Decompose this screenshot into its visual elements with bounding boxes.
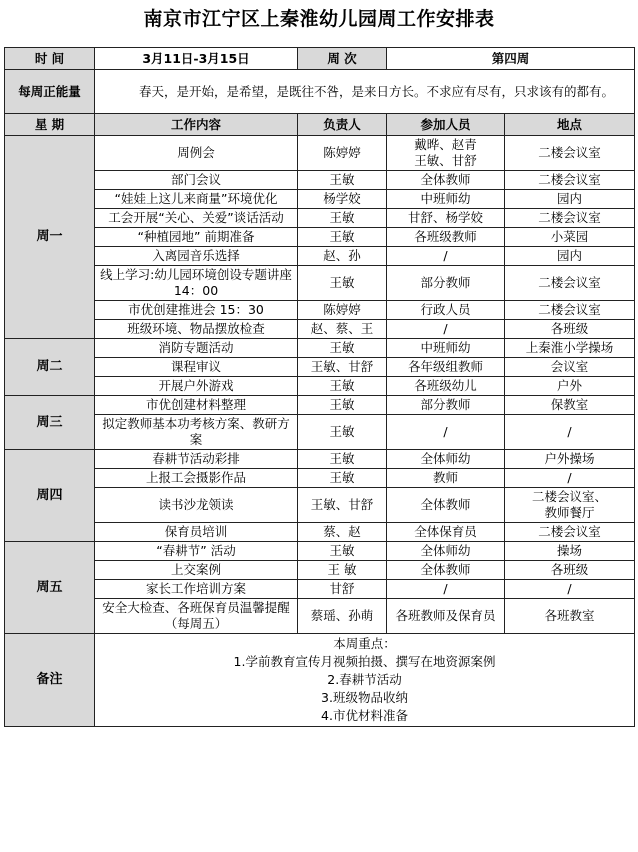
cell-participants: 各班级教师 [387,228,505,247]
table-row [5,599,635,634]
cell-participants: 全体教师 [387,561,505,580]
cell-owner: 王敏 [298,377,387,396]
table-row [5,247,635,266]
table-row [5,320,635,339]
cell-participants: 全体保育员 [387,523,505,542]
col-owner: 负责人 [298,114,387,136]
cell-participants: 甘舒、杨学姣 [387,209,505,228]
cell-participants: 各班教师及保育员 [387,599,505,634]
cell-participants: 部分教师 [387,396,505,415]
table-row [5,488,635,523]
time-label: 时 间 [5,48,95,70]
day-label: 周五 [5,542,95,634]
cell-location: 户外 [505,377,635,396]
cell-location: 户外操场 [505,450,635,469]
table-row [5,171,635,190]
cell-content: 市优创建材料整理 [95,396,298,415]
table-row [5,396,635,415]
cell-content: 上报工会摄影作品 [95,469,298,488]
cell-participants: 行政人员 [387,301,505,320]
page-title: 南京市江宁区上秦淮幼儿园周工作安排表 [143,8,495,30]
cell-content: 安全大检查、各班保育员温馨提醒（每周五） [95,599,298,634]
cell-owner: 王敏、甘舒 [298,358,387,377]
cell-content: 保育员培训 [95,523,298,542]
cell-location: 会议室 [505,358,635,377]
cell-content: 周例会 [95,136,298,171]
cell-location: 园内 [505,247,635,266]
day-label: 周二 [5,339,95,396]
note-line: 4.市优材料准备 [321,708,408,723]
cell-owner: 陈婷婷 [298,301,387,320]
notes-content [95,634,635,727]
header-row [5,48,635,70]
cell-participants: 戴晔、赵青 王敏、甘舒 [387,136,505,171]
cell-location: 二楼会议室 [505,301,635,320]
notes-label: 备注 [5,634,95,727]
table-row [5,301,635,320]
cell-content: 春耕节活动彩排 [95,450,298,469]
col-content: 工作内容 [95,114,298,136]
cell-content: 消防专题活动 [95,339,298,358]
cell-participants: 全体教师 [387,488,505,523]
table-row [5,266,635,301]
cell-content: 上交案例 [95,561,298,580]
day-label: 周三 [5,396,95,450]
cell-location: 小菜园 [505,228,635,247]
cell-content: 入离园音乐选择 [95,247,298,266]
cell-location: 二楼会议室 [505,171,635,190]
motto-text: 春天，是开始，是希望，是既往不咎，是来日方长。不求应有尽有，只求该有的都有。 [95,70,635,114]
cell-content: 工会开展“关心、关爱”谈话活动 [95,209,298,228]
cell-content: 家长工作培训方案 [95,580,298,599]
time-value: 3月11日-3月15日 [95,48,298,70]
cell-location: 操场 [505,542,635,561]
note-line: 本周重点： [333,636,396,651]
cell-location: 园内 [505,190,635,209]
cell-owner: 王敏 [298,228,387,247]
cell-participants: 全体师幼 [387,542,505,561]
cell-owner: 赵、孙 [298,247,387,266]
cell-participants: / [387,415,505,450]
schedule-table [4,47,635,727]
cell-participants: 全体教师 [387,171,505,190]
cell-owner: 王敏 [298,396,387,415]
cell-owner: 王敏 [298,266,387,301]
col-day: 星 期 [5,114,95,136]
cell-owner: 王 敏 [298,561,387,580]
cell-owner: 王敏 [298,469,387,488]
cell-location: 上秦淮小学操场 [505,339,635,358]
table-row [5,523,635,542]
cell-owner: 甘舒 [298,580,387,599]
column-header-row [5,114,635,136]
cell-content: 课程审议 [95,358,298,377]
cell-owner: 王敏、甘舒 [298,488,387,523]
cell-participants: / [387,580,505,599]
cell-location: 各班级 [505,561,635,580]
cell-location: 二楼会议室 [505,136,635,171]
cell-content: 班级环境、物品摆放检查 [95,320,298,339]
cell-location: 保教室 [505,396,635,415]
col-participants: 参加人员 [387,114,505,136]
cell-participants: 各年级组教师 [387,358,505,377]
cell-location: / [505,580,635,599]
table-row [5,415,635,450]
table-row [5,190,635,209]
cell-participants: / [387,320,505,339]
cell-owner: 杨学姣 [298,190,387,209]
cell-owner: 蔡瑶、孙萌 [298,599,387,634]
week-value: 第四周 [387,48,635,70]
cell-participants: 中班师幼 [387,190,505,209]
cell-owner: 王敏 [298,339,387,358]
motto-row [5,70,635,114]
cell-content: 拟定教师基本功考核方案、教研方案 [95,415,298,450]
col-location: 地点 [505,114,635,136]
cell-owner: 陈婷婷 [298,136,387,171]
cell-location: 二楼会议室、 教师餐厅 [505,488,635,523]
day-label: 周一 [5,136,95,339]
cell-owner: 蔡、赵 [298,523,387,542]
cell-location: 二楼会议室 [505,266,635,301]
cell-location: 各班级 [505,320,635,339]
cell-participants: 全体师幼 [387,450,505,469]
cell-owner: 王敏 [298,415,387,450]
table-row [5,228,635,247]
table-row [5,358,635,377]
cell-content: 线上学习:幼儿园环境创设专题讲座 14：00 [95,266,298,301]
cell-content: 部门会议 [95,171,298,190]
cell-content: 开展户外游戏 [95,377,298,396]
cell-location: / [505,469,635,488]
note-line: 2.春耕节活动 [327,672,402,687]
note-line: 1.学前教育宣传月视频拍摄、撰写在地资源案例 [233,654,496,669]
cell-content: “种植园地” 前期准备 [95,228,298,247]
cell-participants: 部分教师 [387,266,505,301]
cell-owner: 王敏 [298,171,387,190]
cell-content: “春耕节” 活动 [95,542,298,561]
notes-row [5,634,635,727]
cell-owner: 王敏 [298,450,387,469]
cell-location: 二楼会议室 [505,209,635,228]
day-label: 周四 [5,450,95,542]
table-row [5,561,635,580]
table-row [5,450,635,469]
table-row [5,136,635,171]
table-row [5,377,635,396]
cell-participants: 教师 [387,469,505,488]
cell-content: “娃娃上这儿来商量”环境优化 [95,190,298,209]
cell-participants: 中班师幼 [387,339,505,358]
cell-participants: / [387,247,505,266]
cell-location: 二楼会议室 [505,523,635,542]
week-label: 周 次 [298,48,387,70]
cell-owner: 王敏 [298,209,387,228]
table-row [5,339,635,358]
note-line: 3.班级物品收纳 [321,690,408,705]
cell-content: 读书沙龙领读 [95,488,298,523]
table-row [5,469,635,488]
cell-location: 各班教室 [505,599,635,634]
cell-participants: 各班级幼儿 [387,377,505,396]
cell-location: / [505,415,635,450]
cell-owner: 王敏 [298,542,387,561]
cell-owner: 赵、蔡、王 [298,320,387,339]
motto-label: 每周正能量 [5,70,95,114]
table-row [5,209,635,228]
table-row [5,542,635,561]
cell-content: 市优创建推进会 15：30 [95,301,298,320]
table-row [5,580,635,599]
